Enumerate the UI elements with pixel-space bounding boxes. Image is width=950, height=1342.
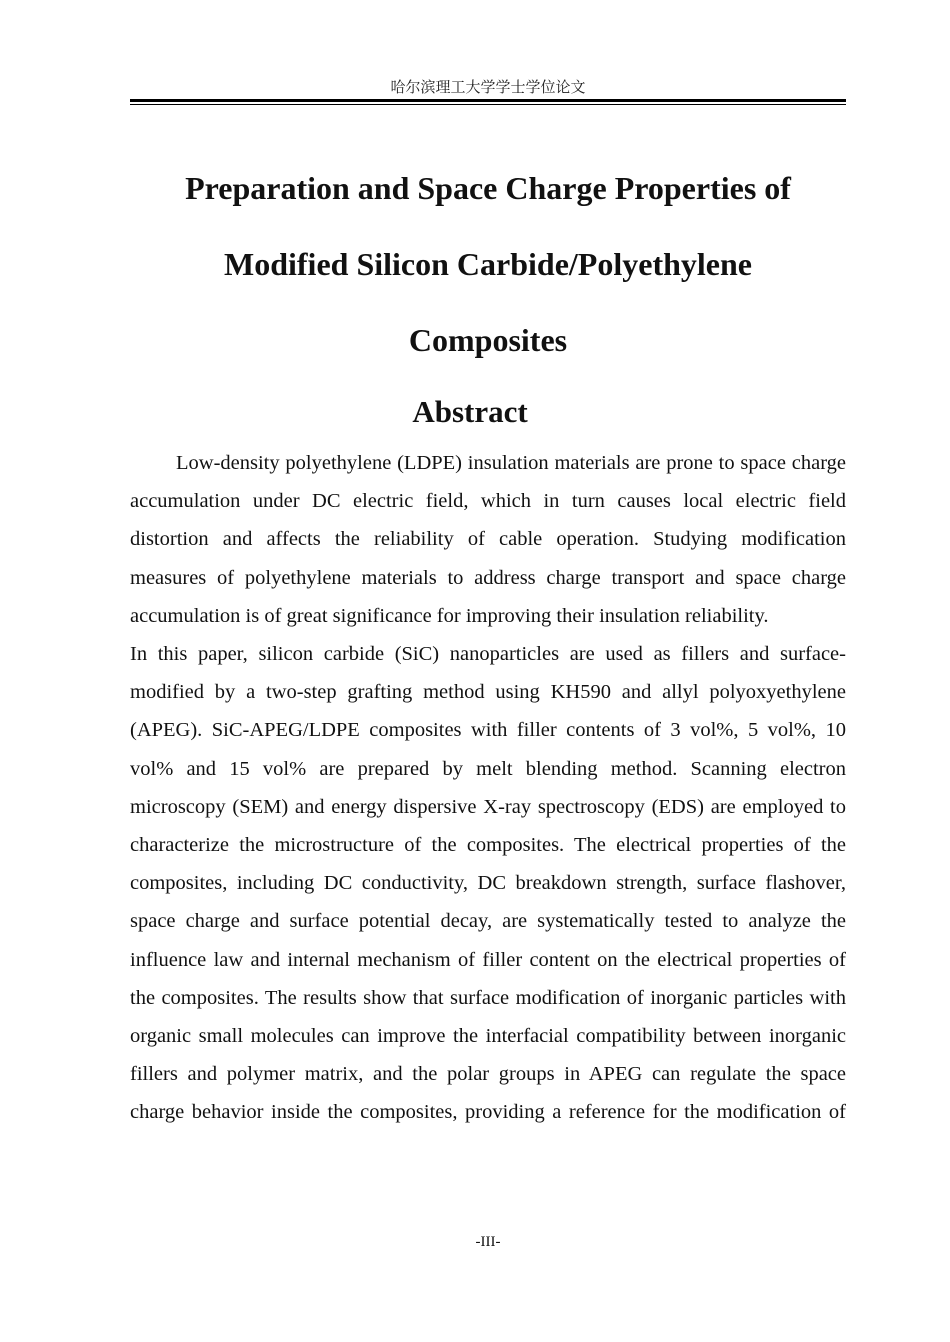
- abstract-body: [130, 444, 846, 1132]
- abstract-paragraph-2: In this paper, silicon carbide (SiC) nanoparticles are used as fillers and surface-modified by a two-step grafting method using KH590 and allyl polyoxyethylene (APEG). SiC-APEG/LDPE composites with filler contents of 3 vol%, 5 vol%, 10 vol% and 15 vol% are prepared by melt blending method. Scanning electron microscopy (SEM) and energy dispersive X-ray spectroscopy (EDS) are employed to characterize the microstructure of the composites. The electrical properties of the composites, including DC conductivity, DC breakdown strength, surface flashover, space charge and surface potential decay, are systematically tested to analyze the influence law and internal mechanism of filler content on the electrical properties of the composites. The results show that surface modification of inorganic particles with organic small molecules can improve the interfacial compatibility between inorganic fillers and polymer matrix, and the polar groups in APEG can regulate the space charge behavior inside the composites, providing a reference for the modification of: [130, 643, 846, 1124]
- abstract-heading: Abstract: [412, 394, 528, 429]
- title-line-3: Composites: [408, 322, 568, 358]
- title-line-1: Preparation and Space Charge Properties of: [185, 170, 791, 206]
- running-header: 哈尔滨理工大学学士学位论文: [390, 80, 586, 96]
- header-rule-thin: [130, 104, 846, 105]
- abstract-paragraph-1: Low-density polyethylene (LDPE) insulation materials are prone to space charge accumulation under DC electric field, which in turn causes local electric field distortion and affects the reliability of cable operation. Studying modification measures of polyethylene materials to address charge transport and space charge accumulation is of great significance for improving their insulation reliability.: [130, 452, 846, 627]
- header-rule-thick: [130, 99, 846, 102]
- title-line-2: Modified Silicon Carbide/Polyethylene: [224, 246, 752, 282]
- paper-title: [130, 150, 846, 378]
- page-number: -III-: [475, 1234, 501, 1250]
